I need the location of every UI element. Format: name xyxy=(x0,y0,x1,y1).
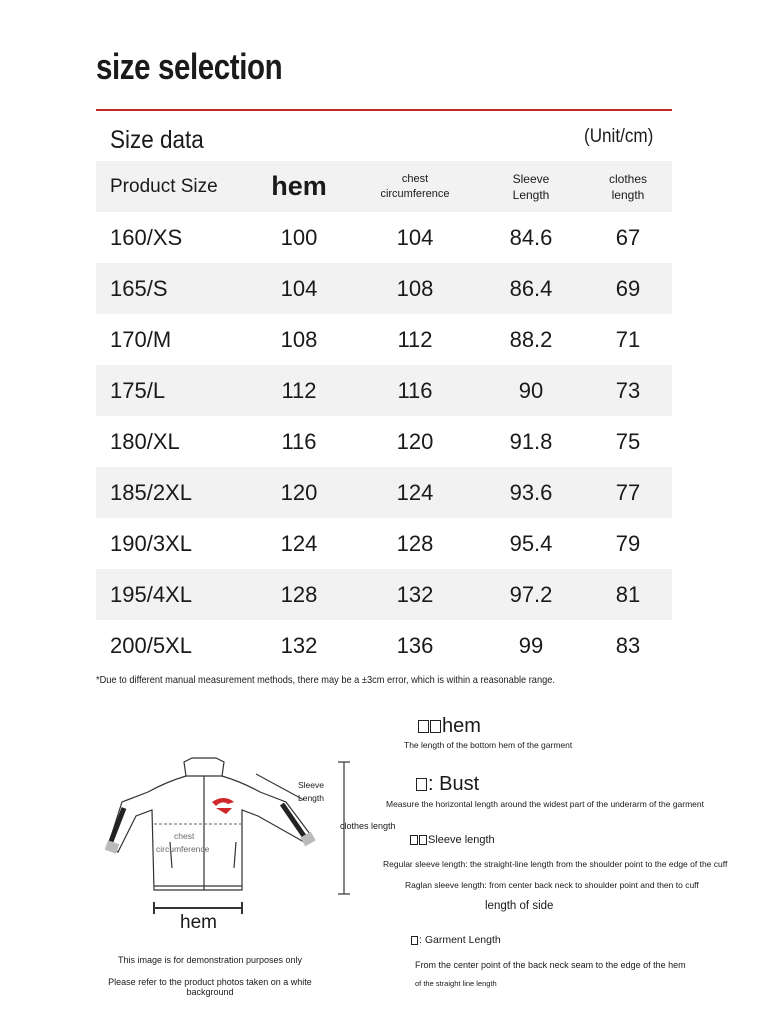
cell-size: 180/XL xyxy=(110,428,180,454)
cell-hem: 132 xyxy=(280,632,318,658)
cell-chest: 128 xyxy=(396,530,434,556)
header-chest xyxy=(352,161,478,212)
cell-length: 75 xyxy=(615,428,641,454)
measurement-disclaimer: *Due to different manual measurement methods, there may be a ±3cm error, which is within a reasonable range. xyxy=(96,674,555,686)
legend-sleeve-desc-raglan: Raglan sleeve length: from center back neck to shoulder point and then to cuff xyxy=(405,880,699,890)
diagram-chest-line1: chest xyxy=(174,831,195,841)
marker-icon xyxy=(418,720,429,733)
diagram-sleeve-line2: Length xyxy=(298,793,324,803)
cell-sleeve: 86.4 xyxy=(509,275,553,301)
header-hem: hem xyxy=(271,171,327,201)
cell-length: 81 xyxy=(615,581,641,607)
cell-chest: 104 xyxy=(396,224,434,250)
marker-icon xyxy=(410,835,418,845)
cell-sleeve: 90 xyxy=(518,377,544,403)
table-row xyxy=(96,620,672,671)
table-row xyxy=(96,467,672,518)
header-chest-line1: chest xyxy=(401,172,429,185)
header-product-size: Product Size xyxy=(110,175,218,197)
unit-label: (Unit/cm) xyxy=(584,126,654,147)
demo-note-photo: Please refer to the product photos taken on a white background xyxy=(108,977,312,997)
table-row xyxy=(96,314,672,365)
brand-logo-icon xyxy=(212,798,234,814)
legend-sleeve-title: Sleeve length xyxy=(428,834,495,846)
legend-sleeve-desc-regular: Regular sleeve length: the straight-line length from the shoulder point to the edge of the cuff xyxy=(383,859,728,869)
title-divider xyxy=(96,109,672,111)
header-sleeve xyxy=(478,161,584,212)
cell-sleeve: 97.2 xyxy=(509,581,553,607)
cell-size: 190/3XL xyxy=(110,530,192,556)
marker-icon xyxy=(416,778,427,791)
cell-length: 71 xyxy=(615,326,641,352)
table-row xyxy=(96,416,672,467)
cell-length: 83 xyxy=(615,632,641,658)
diagram-chest-label xyxy=(156,830,209,856)
cell-hem: 108 xyxy=(280,326,318,352)
cell-chest: 112 xyxy=(397,326,433,352)
cell-chest: 124 xyxy=(396,479,434,505)
cell-size: 160/XS xyxy=(110,224,183,250)
header-clothes xyxy=(584,161,672,212)
table-header-row xyxy=(96,161,672,212)
cell-chest: 132 xyxy=(396,581,434,607)
legend-hem xyxy=(418,715,481,738)
cell-length: 79 xyxy=(615,530,641,556)
legend-side-length: length of side xyxy=(485,900,554,912)
legend-bust-desc: Measure the horizontal length around the widest part of the underarm of the garment xyxy=(386,799,704,809)
legend-hem-desc: The length of the bottom hem of the garment xyxy=(404,740,573,750)
jacket-diagram xyxy=(96,750,396,930)
cell-size: 165/S xyxy=(110,275,168,301)
demo-note: This image is for demonstration purposes only xyxy=(117,955,303,965)
diagram-hem-label: hem xyxy=(180,912,217,933)
cell-chest: 116 xyxy=(397,377,433,403)
header-sleeve-line1: Sleeve xyxy=(512,171,550,186)
cell-chest: 108 xyxy=(396,275,434,301)
marker-icon xyxy=(430,720,441,733)
cell-hem: 116 xyxy=(281,428,317,454)
cell-size: 175/L xyxy=(110,377,166,403)
legend-bust xyxy=(416,773,479,796)
diagram-sleeve-label xyxy=(298,779,324,805)
size-table xyxy=(96,161,672,671)
table-row xyxy=(96,365,672,416)
cell-length: 77 xyxy=(615,479,641,505)
cell-hem: 120 xyxy=(280,479,318,505)
header-clothes-line2: length xyxy=(611,187,645,202)
table-row xyxy=(96,263,672,314)
table-row xyxy=(96,212,672,263)
cell-sleeve: 91.8 xyxy=(509,428,553,454)
legend-garment-desc-2: of the straight line length xyxy=(415,979,497,988)
cell-size: 200/5XL xyxy=(110,632,192,658)
legend-bust-title: : Bust xyxy=(428,773,480,795)
cell-hem: 124 xyxy=(280,530,318,556)
legend-sleeve xyxy=(410,834,495,846)
cell-hem: 100 xyxy=(280,224,318,250)
table-row xyxy=(96,569,672,620)
size-data-title: Size data xyxy=(110,126,204,154)
header-clothes-line1: clothes xyxy=(608,171,648,186)
cell-size: 195/4XL xyxy=(110,581,192,607)
cell-size: 185/2XL xyxy=(110,479,192,505)
cell-chest: 120 xyxy=(396,428,434,454)
cell-hem: 112 xyxy=(281,377,317,403)
header-sleeve-line2: Length xyxy=(512,187,550,202)
cell-hem: 128 xyxy=(280,581,318,607)
page-title: size selection xyxy=(96,46,283,87)
cell-sleeve: 99 xyxy=(518,632,544,658)
cell-sleeve: 93.6 xyxy=(509,479,553,505)
cell-sleeve: 88.2 xyxy=(509,326,553,352)
cell-hem: 104 xyxy=(280,275,318,301)
diagram-chest-line2: circumference xyxy=(156,844,210,854)
header-chest-line2: circumference xyxy=(380,187,450,200)
marker-icon xyxy=(411,936,418,945)
diagram-clothes-length-label: clothes length xyxy=(340,821,396,831)
legend-garment xyxy=(411,934,501,946)
cell-length: 73 xyxy=(615,377,641,403)
legend-garment-title: : Garment Length xyxy=(419,934,501,946)
cell-size: 170/M xyxy=(110,326,172,352)
legend-garment-desc-1: From the center point of the back neck seam to the edge of the hem xyxy=(415,960,686,970)
cell-length: 69 xyxy=(615,275,641,301)
diagram-sleeve-line1: Sleeve xyxy=(298,780,324,790)
cell-sleeve: 84.6 xyxy=(509,224,553,250)
cell-sleeve: 95.4 xyxy=(509,530,553,556)
cell-chest: 136 xyxy=(396,632,434,658)
marker-icon xyxy=(419,835,427,845)
legend-hem-title: hem xyxy=(442,715,481,737)
table-row xyxy=(96,518,672,569)
cell-length: 67 xyxy=(615,224,641,250)
